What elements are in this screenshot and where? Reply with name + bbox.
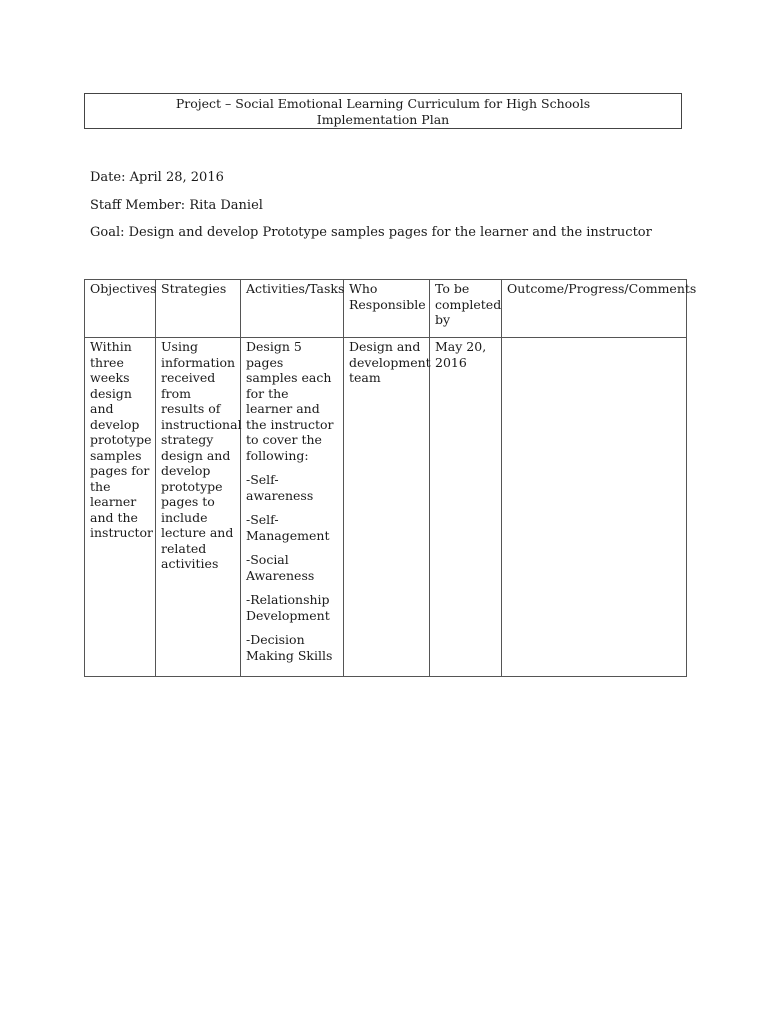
column-header-outcome: Outcome/Progress/Comments bbox=[502, 280, 687, 338]
column-header-who-responsible: Who Responsible bbox=[344, 280, 430, 338]
staff-member-line: Staff Member: Rita Daniel bbox=[90, 198, 263, 213]
implementation-plan-table bbox=[84, 279, 697, 677]
column-header-strategies: Strategies bbox=[156, 280, 241, 338]
cell-strategies: Using information received from results of instructional strategy design and develop prototype pages to include lecture and related activities bbox=[156, 338, 241, 677]
goal-line: Goal: Design and develop Prototype samples pages for the learner and the instructor bbox=[90, 225, 652, 240]
column-header-completion: To be completed by bbox=[430, 280, 502, 338]
activity-item: -Social Awareness bbox=[246, 552, 315, 583]
column-header-activities: Activities/Tasks bbox=[241, 280, 344, 338]
activity-item: -Self-awareness bbox=[246, 472, 314, 503]
table-row bbox=[85, 338, 687, 677]
project-title: Project – Social Emotional Learning Curriculum for High Schools bbox=[175, 96, 591, 111]
activities-intro: Design 5 pages samples each for the learner and the instructor to cover the following: bbox=[246, 339, 334, 463]
cell-activities bbox=[241, 338, 344, 677]
date-line: Date: April 28, 2016 bbox=[90, 170, 224, 185]
plan-subtitle: Implementation Plan bbox=[316, 112, 450, 127]
cell-outcome bbox=[502, 338, 687, 677]
table-header-row bbox=[85, 280, 687, 338]
activity-item: -Self-Management bbox=[246, 512, 330, 543]
cell-who-responsible: Design and development team bbox=[344, 338, 430, 677]
cell-objectives: Within three weeks design and develop prototype samples pages for the learner and the instructor bbox=[85, 338, 156, 677]
cell-completion-date: May 20, 2016 bbox=[430, 338, 502, 677]
column-header-objectives: Objectives bbox=[85, 280, 156, 338]
activity-item: -Relationship Development bbox=[246, 592, 330, 623]
activity-item: -Decision Making Skills bbox=[246, 632, 333, 663]
title-box bbox=[84, 93, 682, 129]
